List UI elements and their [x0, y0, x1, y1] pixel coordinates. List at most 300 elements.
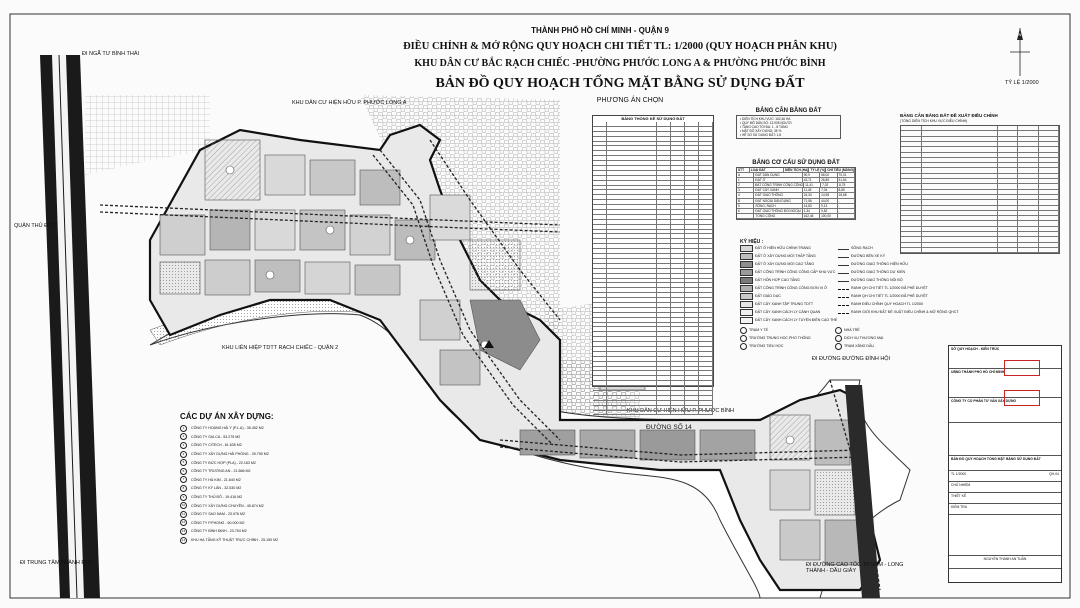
table-cell — [922, 137, 998, 141]
table-cell — [901, 179, 922, 183]
table-cell — [685, 142, 699, 146]
title-block-scale-row — [949, 471, 1061, 482]
land-use-structure-table — [736, 167, 856, 220]
table-cell — [998, 227, 1019, 231]
legend-line-swatch — [838, 270, 849, 274]
table-cell — [607, 303, 657, 307]
table-cell — [922, 195, 998, 199]
table-cell — [657, 142, 671, 146]
table-cell: TỔNG CỘNG — [754, 214, 802, 218]
table-cell — [1018, 168, 1039, 172]
title-block-filler-1 — [949, 423, 1061, 456]
table-cell — [671, 391, 685, 395]
table-cell — [607, 391, 657, 395]
table-cell — [998, 174, 1019, 178]
legend-symbol-icon — [740, 335, 747, 342]
table-cell — [699, 127, 713, 131]
table-cell — [699, 234, 713, 238]
balance-table-right-title: BẢNG CÂN BẰNG ĐẤT ĐỀ XUẤT ĐIỀU CHỈNH — [900, 113, 998, 118]
table-cell — [699, 176, 713, 180]
table-cell — [685, 381, 699, 385]
legend-label: RANH QH CHI TIẾT TL 1/2000 ĐÃ PHÊ DUYỆT — [851, 286, 928, 291]
table-cell — [671, 283, 685, 287]
table-cell — [657, 215, 671, 219]
table-cell — [657, 225, 671, 229]
table-cell: STT — [737, 168, 750, 172]
table-cell: B — [737, 199, 754, 203]
table-cell: ĐẤT Ở — [754, 178, 802, 182]
legend-item — [740, 308, 830, 316]
table-cell: 1,34 — [803, 209, 820, 213]
table-cell — [657, 254, 671, 258]
table-cell — [998, 163, 1019, 167]
table-cell — [607, 156, 657, 160]
table-cell — [593, 362, 607, 366]
table-cell — [685, 200, 699, 204]
table-cell — [593, 323, 607, 327]
land-use-table-left — [592, 115, 714, 387]
table-cell — [657, 347, 671, 351]
table-cell — [901, 153, 922, 157]
legend-item — [740, 316, 838, 324]
table-cell — [1018, 179, 1039, 183]
table-cell — [607, 239, 657, 243]
table-cell — [699, 279, 713, 283]
table-cell: 11,41 — [804, 183, 821, 187]
table-cell — [607, 347, 657, 351]
legend-line-swatch — [838, 254, 849, 258]
table-cell — [607, 279, 657, 283]
table-cell — [671, 342, 685, 346]
projects-title: CÁC DỰ ÁN XÂY DỰNG: — [180, 412, 274, 421]
label-residential-south: KHU DÂN CƯ HIỆN HỮU P. PHƯỚC BÌNH — [627, 408, 735, 414]
label-street-14: ĐƯỜNG SỐ 14 — [646, 424, 692, 431]
table-cell — [657, 205, 671, 209]
table-cell — [593, 200, 607, 204]
table-cell: 8,85 — [838, 188, 855, 192]
table-cell — [699, 269, 713, 273]
table-cell — [593, 166, 607, 170]
legend-line-swatch — [838, 278, 849, 282]
table-cell — [657, 249, 671, 253]
table-cell — [699, 244, 713, 248]
project-label: CÔNG TY THỦ ĐÔ - 19.416 M2 — [191, 495, 243, 500]
table-cell — [593, 401, 607, 405]
table-cell — [685, 357, 699, 361]
project-number: 1 — [180, 425, 187, 432]
legend-item — [740, 260, 830, 268]
table-cell — [699, 132, 713, 136]
table-cell — [699, 318, 713, 322]
legend-label: ĐẤT HỖN HỢP CAO TẦNG — [755, 278, 800, 283]
table-cell — [1018, 195, 1039, 199]
table-cell — [607, 386, 657, 390]
legend-symbol-icon — [835, 343, 842, 350]
table-cell — [657, 293, 671, 297]
legend-item — [838, 308, 959, 316]
table-cell — [657, 342, 671, 346]
table-cell — [699, 411, 713, 415]
table-cell: 31,64 — [838, 178, 855, 182]
table-cell — [671, 259, 685, 263]
table-cell — [685, 181, 699, 185]
table-cell — [685, 161, 699, 165]
table-cell — [657, 274, 671, 278]
legend-swatch — [740, 309, 753, 316]
table-cell: 44,00 — [820, 199, 837, 203]
legend-swatch — [740, 261, 753, 268]
table-cell — [699, 151, 713, 155]
table-cell — [657, 200, 671, 204]
table-cell — [699, 142, 713, 146]
land-balance-rows — [736, 115, 841, 139]
table-cell — [685, 279, 699, 283]
table-cell — [657, 371, 671, 375]
table-cell — [607, 357, 657, 361]
table-cell — [607, 230, 657, 234]
table-cell — [607, 210, 657, 214]
table-cell — [685, 269, 699, 273]
table-cell — [685, 225, 699, 229]
project-item — [180, 501, 290, 510]
table-cell — [607, 225, 657, 229]
table-cell — [657, 259, 671, 263]
table-cell — [1018, 131, 1039, 135]
table-cell — [671, 274, 685, 278]
table-cell — [657, 332, 671, 336]
table-cell — [671, 137, 685, 141]
table-cell — [699, 215, 713, 219]
table-cell — [657, 401, 671, 405]
table-cell — [1039, 211, 1060, 215]
table-cell — [1018, 163, 1039, 167]
legend-symbols — [740, 326, 930, 350]
land-balance-row: • QUY MÔ DÂN SỐ: 13.905 NGƯỜI — [740, 121, 792, 126]
table-cell — [657, 161, 671, 165]
project-label: CÔNG TY SAO NAM - 23.076 M2 — [191, 512, 245, 517]
project-item — [180, 519, 290, 528]
title-block-scale: TL 1/2000 — [951, 472, 967, 476]
table-cell — [901, 184, 922, 188]
table-cell — [671, 200, 685, 204]
project-label: CÔNG TY HOÀNG HẢI Ý (P.L.A) - 35.452 M2 — [191, 426, 264, 431]
plan-subtitle: PHƯƠNG ÁN CHỌN — [596, 97, 664, 104]
table-cell — [922, 232, 998, 236]
legend-label: SÔNG RẠCH — [851, 246, 873, 251]
legend-label: NHÀ TRẺ — [844, 328, 860, 333]
table-cell — [657, 230, 671, 234]
project-item — [180, 441, 290, 450]
table-cell — [607, 249, 657, 253]
table-cell — [1018, 200, 1039, 204]
table-cell — [1018, 147, 1039, 151]
table-cell — [607, 244, 657, 248]
legend-symbol-icon — [835, 327, 842, 334]
table-cell — [685, 283, 699, 287]
land-use-structure-title: BẢNG CƠ CẤU SỬ DỤNG ĐẤT — [752, 160, 840, 166]
table-cell — [657, 367, 671, 371]
table-cell — [593, 332, 607, 336]
table-cell: 11,45 — [803, 188, 820, 192]
legend-swatch — [740, 301, 753, 308]
table-cell — [998, 221, 1019, 225]
table-cell: ĐẤT CÂY XANH — [754, 188, 802, 192]
table-cell — [671, 381, 685, 385]
city-title: THÀNH PHỐ HỒ CHÍ MINH - QUẬN 9 — [531, 26, 669, 35]
label-sports-complex: KHU LIÊN HIỆP TDTT RẠCH CHIẾC - QUẬN 2 — [222, 345, 339, 351]
table-cell — [1039, 190, 1060, 194]
legend-line-swatch — [838, 310, 849, 314]
table-cell: ĐẤT NGOÀI DÂN DỤNG — [754, 199, 802, 203]
table-cell: 43,71 — [803, 178, 820, 182]
balance-table-right-subtitle: (TỔNG DIỆN TÍCH KHU VỰC ĐIỀU CHỈNH) — [900, 119, 968, 123]
table-cell — [922, 153, 998, 157]
table-cell — [901, 163, 922, 167]
table-cell — [1018, 184, 1039, 188]
table-cell — [685, 337, 699, 341]
table-cell — [685, 195, 699, 199]
table-cell — [685, 146, 699, 150]
table-cell — [671, 376, 685, 380]
table-cell — [699, 239, 713, 243]
table-cell — [607, 323, 657, 327]
legend-label: ĐẤT GIÁO DỤC — [755, 294, 781, 299]
table-cell — [901, 190, 922, 194]
table-cell — [1018, 243, 1039, 247]
table-cell — [671, 239, 685, 243]
table-cell — [998, 137, 1019, 141]
legend-label: TRƯỜNG TRUNG HỌC PHỔ THÔNG — [749, 336, 811, 341]
table-cell — [685, 230, 699, 234]
table-cell — [593, 391, 607, 395]
svg-text:N: N — [1018, 32, 1022, 37]
table-cell — [607, 411, 657, 415]
table-cell — [699, 303, 713, 307]
title-block-filler-2 — [949, 515, 1061, 556]
table-cell: 7,02 — [821, 183, 838, 187]
legend-line-swatch — [838, 294, 849, 298]
table-cell: 9,13 — [820, 204, 837, 208]
table-cell — [593, 411, 607, 415]
table-cell — [593, 181, 607, 185]
table-cell: 100,00 — [820, 214, 837, 218]
table-cell — [901, 248, 922, 252]
table-cell — [607, 171, 657, 175]
table-cell — [685, 259, 699, 263]
table-cell — [901, 131, 922, 135]
table-cell — [1039, 174, 1060, 178]
project-item — [180, 527, 290, 536]
table-cell — [1018, 216, 1039, 220]
table-cell — [671, 249, 685, 253]
table-cell — [671, 254, 685, 258]
legend-label: TRẠM Y TẾ — [749, 328, 768, 333]
table-cell — [685, 401, 699, 405]
table-cell — [607, 127, 657, 131]
table-cell — [657, 391, 671, 395]
table-cell — [607, 186, 657, 190]
table-cell — [593, 274, 607, 278]
table-cell — [699, 391, 713, 395]
table-cell — [699, 323, 713, 327]
table-cell — [593, 342, 607, 346]
table-cell — [607, 166, 657, 170]
land-balance-row: • TẦNG CAO TỐI ĐA: 1 - 8 TẦNG — [740, 125, 788, 130]
table-cell — [685, 215, 699, 219]
table-cell — [593, 215, 607, 219]
north-arrow-icon — [1008, 26, 1032, 78]
table-cell — [607, 254, 657, 258]
table-cell — [901, 147, 922, 151]
table-cell — [685, 376, 699, 380]
table-cell — [671, 220, 685, 224]
table-cell — [593, 303, 607, 307]
legend-item — [838, 300, 933, 308]
table-cell — [671, 313, 685, 317]
table-cell: 2 — [737, 183, 754, 187]
table-cell — [607, 161, 657, 165]
table-cell — [607, 190, 657, 194]
balance-table-right-rows — [900, 125, 1060, 254]
table-cell — [685, 352, 699, 356]
table-cell: 70,01 — [838, 173, 855, 177]
label-top-left-road: ĐI NGÃ TƯ BÌNH THÁI — [82, 51, 140, 57]
table-cell — [685, 190, 699, 194]
table-cell — [685, 396, 699, 400]
table-cell — [901, 206, 922, 210]
legend-item — [740, 276, 830, 284]
table-cell — [607, 220, 657, 224]
title-block-approval-1: SỞ QUY HOẠCH - KIẾN TRÚC — [949, 346, 1061, 369]
table-cell — [901, 126, 922, 130]
legend-swatch — [740, 317, 753, 324]
table-cell — [593, 171, 607, 175]
plan-title-1: ĐIỀU CHỈNH & MỞ RỘNG QUY HOẠCH CHI TIẾT TL: 1/2000 (QUY HOẠCH PHÂN KHU) — [403, 41, 837, 52]
table-cell — [607, 195, 657, 199]
table-cell — [685, 367, 699, 371]
table-cell: 4 — [737, 193, 754, 197]
title-block — [948, 345, 1062, 583]
table-cell — [593, 288, 607, 292]
table-cell — [685, 293, 699, 297]
table-cell — [671, 269, 685, 273]
table-cell — [1018, 174, 1039, 178]
table-cell: CHỈ TIÊU (M2/NG) — [827, 168, 854, 172]
table-cell — [1039, 179, 1060, 183]
legend-label: ĐƯỜNG GIAO THÔNG NỘI BỘ — [851, 278, 903, 283]
table-cell — [901, 221, 922, 225]
table-cell — [1039, 126, 1060, 130]
table-cell — [671, 215, 685, 219]
table-cell — [685, 254, 699, 258]
table-cell — [593, 367, 607, 371]
project-label: CÔNG TY TRƯỜNG AN - 21.666 M2 — [191, 469, 251, 474]
table-cell — [657, 283, 671, 287]
table-cell — [607, 215, 657, 219]
table-cell — [998, 184, 1019, 188]
legend-label: RANH GIỚI KHU ĐẤT ĐỀ XUẤT ĐIỀU CHỈNH & MỞ RỘNG QHCT — [851, 310, 959, 315]
table-cell — [657, 156, 671, 160]
project-item — [180, 450, 290, 459]
table-cell — [671, 318, 685, 322]
table-cell — [922, 126, 998, 130]
table-cell — [901, 232, 922, 236]
table-cell — [699, 225, 713, 229]
table-cell — [593, 249, 607, 253]
table-cell — [685, 239, 699, 243]
legend-label: TRƯỜNG TIỂU HỌC — [749, 344, 784, 349]
legend-label: ĐẤT Ở XÂY DỰNG MỚI CAO TẦNG — [755, 262, 815, 267]
legend-swatch — [740, 293, 753, 300]
legend-column-1 — [740, 244, 838, 324]
table-cell — [657, 151, 671, 155]
table-cell — [607, 293, 657, 297]
table-cell — [1018, 232, 1039, 236]
table-cell — [1039, 248, 1060, 252]
table-cell — [901, 227, 922, 231]
legend-symbol-icon — [740, 327, 747, 334]
table-cell — [671, 371, 685, 375]
table-cell — [699, 367, 713, 371]
table-cell — [901, 158, 922, 162]
table-cell — [657, 137, 671, 141]
land-balance-panel — [736, 108, 841, 158]
table-cell — [699, 181, 713, 185]
table-cell — [685, 288, 699, 292]
table-cell — [671, 411, 685, 415]
table-cell: 6 — [737, 209, 754, 213]
table-cell — [593, 132, 607, 136]
table-cell — [593, 254, 607, 258]
table-cell — [671, 332, 685, 336]
table-cell — [901, 211, 922, 215]
title-block-sheet: QH-04 — [1049, 472, 1059, 476]
table-cell — [998, 248, 1019, 252]
table-cell — [671, 190, 685, 194]
legend-symbol-item — [740, 334, 835, 342]
table-cell: 3 — [737, 188, 754, 192]
project-item — [180, 536, 290, 545]
table-cell — [593, 127, 607, 131]
table-cell — [1039, 243, 1060, 247]
table-cell — [607, 367, 657, 371]
table-cell — [593, 293, 607, 297]
project-item — [180, 484, 290, 493]
table-cell — [671, 176, 685, 180]
table-cell — [685, 342, 699, 346]
table-cell — [922, 237, 998, 241]
legend-label: ĐƯỜNG BÊN XE KÝ — [851, 254, 886, 259]
table-cell — [671, 396, 685, 400]
table-cell — [607, 259, 657, 263]
table-cell — [699, 401, 713, 405]
table-cell — [901, 243, 922, 247]
table-cell — [699, 352, 713, 356]
table-cell — [607, 274, 657, 278]
legend-swatch — [740, 253, 753, 260]
table-cell — [1039, 216, 1060, 220]
table-cell — [657, 186, 671, 190]
table-cell — [607, 337, 657, 341]
table-cell — [607, 146, 657, 150]
table-cell — [607, 342, 657, 346]
table-cell — [699, 332, 713, 336]
project-label: CÔNG TY GIA CA - 53.275 M2 — [191, 434, 241, 439]
table-cell — [685, 234, 699, 238]
table-cell — [699, 264, 713, 268]
table-cell — [657, 381, 671, 385]
approval-stamp — [1004, 360, 1040, 376]
